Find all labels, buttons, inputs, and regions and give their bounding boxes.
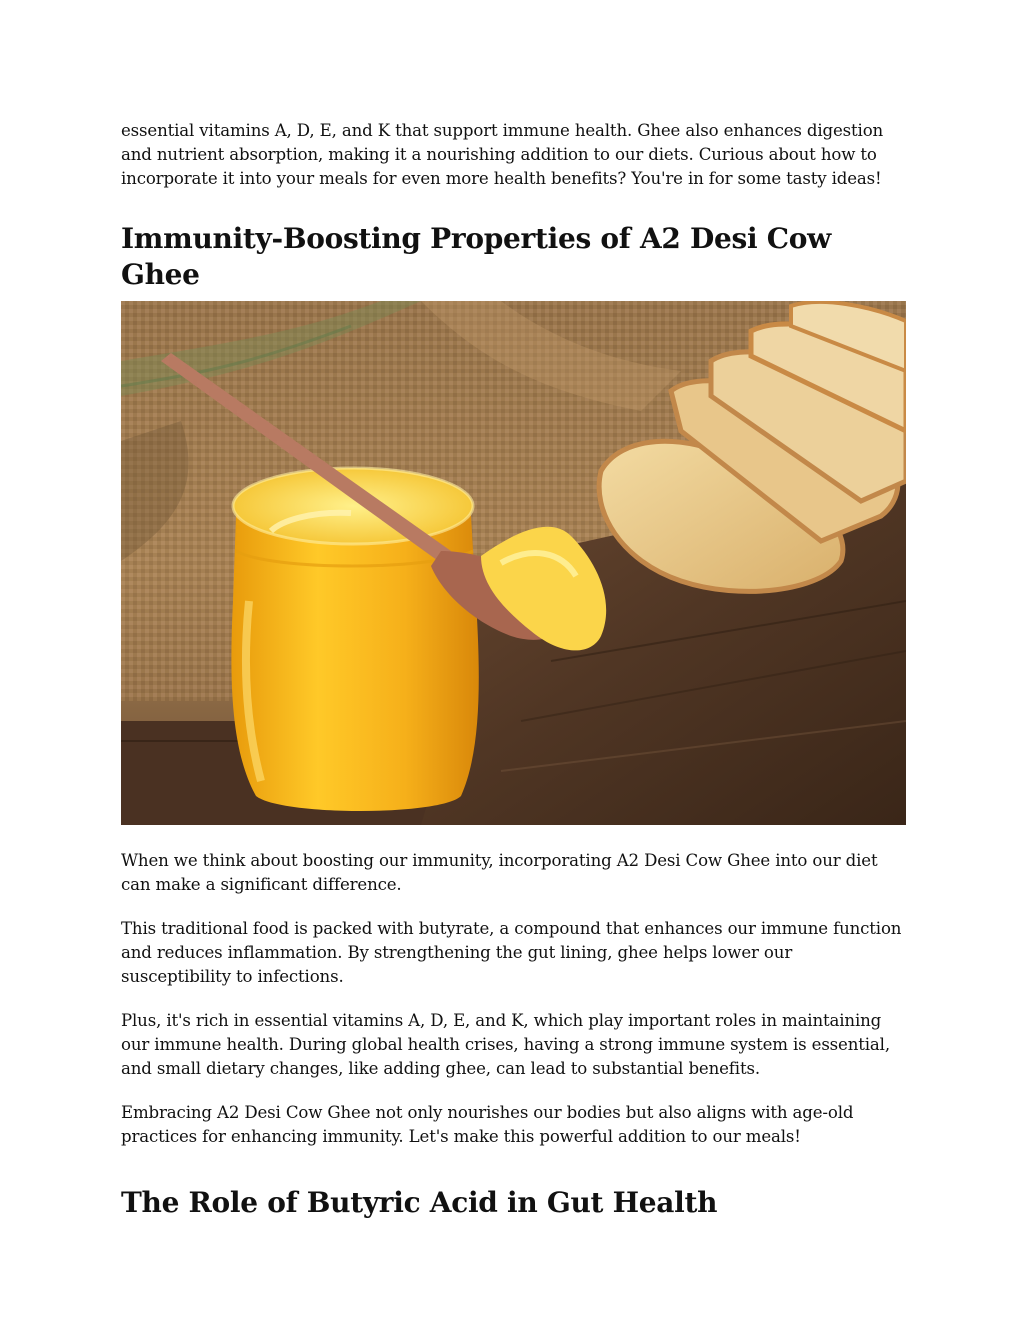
ghee-jar	[231, 468, 478, 811]
section-heading-butyric-acid: The Role of Butyric Acid in Gut Health	[121, 1186, 718, 1219]
document-page	[121, 119, 906, 1221]
ghee-jar-photo	[121, 301, 906, 825]
body-paragraph: Plus, it's rich in essential vitamins A, D, E, and K, which play important roles in maintaining our immune health. During global health crises, having a strong immune system is essential, and small dietary changes, like adding ghee, can lead to substantial benefits.	[121, 1011, 890, 1078]
section-heading-immunity: Immunity-Boosting Properties of A2 Desi Cow Ghee	[121, 222, 831, 291]
intro-paragraph: essential vitamins A, D, E, and K that support immune health. Ghee also enhances digestion and nutrient absorption, making it a nourishing addition to our diets. Curious about how to incorporate it into your meals for even more health benefits? You're in for some tasty ideas!	[121, 121, 884, 188]
body-paragraph: When we think about boosting our immunity, incorporating A2 Desi Cow Ghee into our diet can make a significant difference.	[121, 851, 878, 894]
body-paragraph: Embracing A2 Desi Cow Ghee not only nourishes our bodies but also aligns with age-old practices for enhancing immunity. Let's make this powerful addition to our meals!	[121, 1103, 854, 1146]
body-paragraph: This traditional food is packed with butyrate, a compound that enhances our immune function and reduces inflammation. By strengthening the gut lining, ghee helps lower our susceptibility to infections.	[121, 919, 902, 986]
